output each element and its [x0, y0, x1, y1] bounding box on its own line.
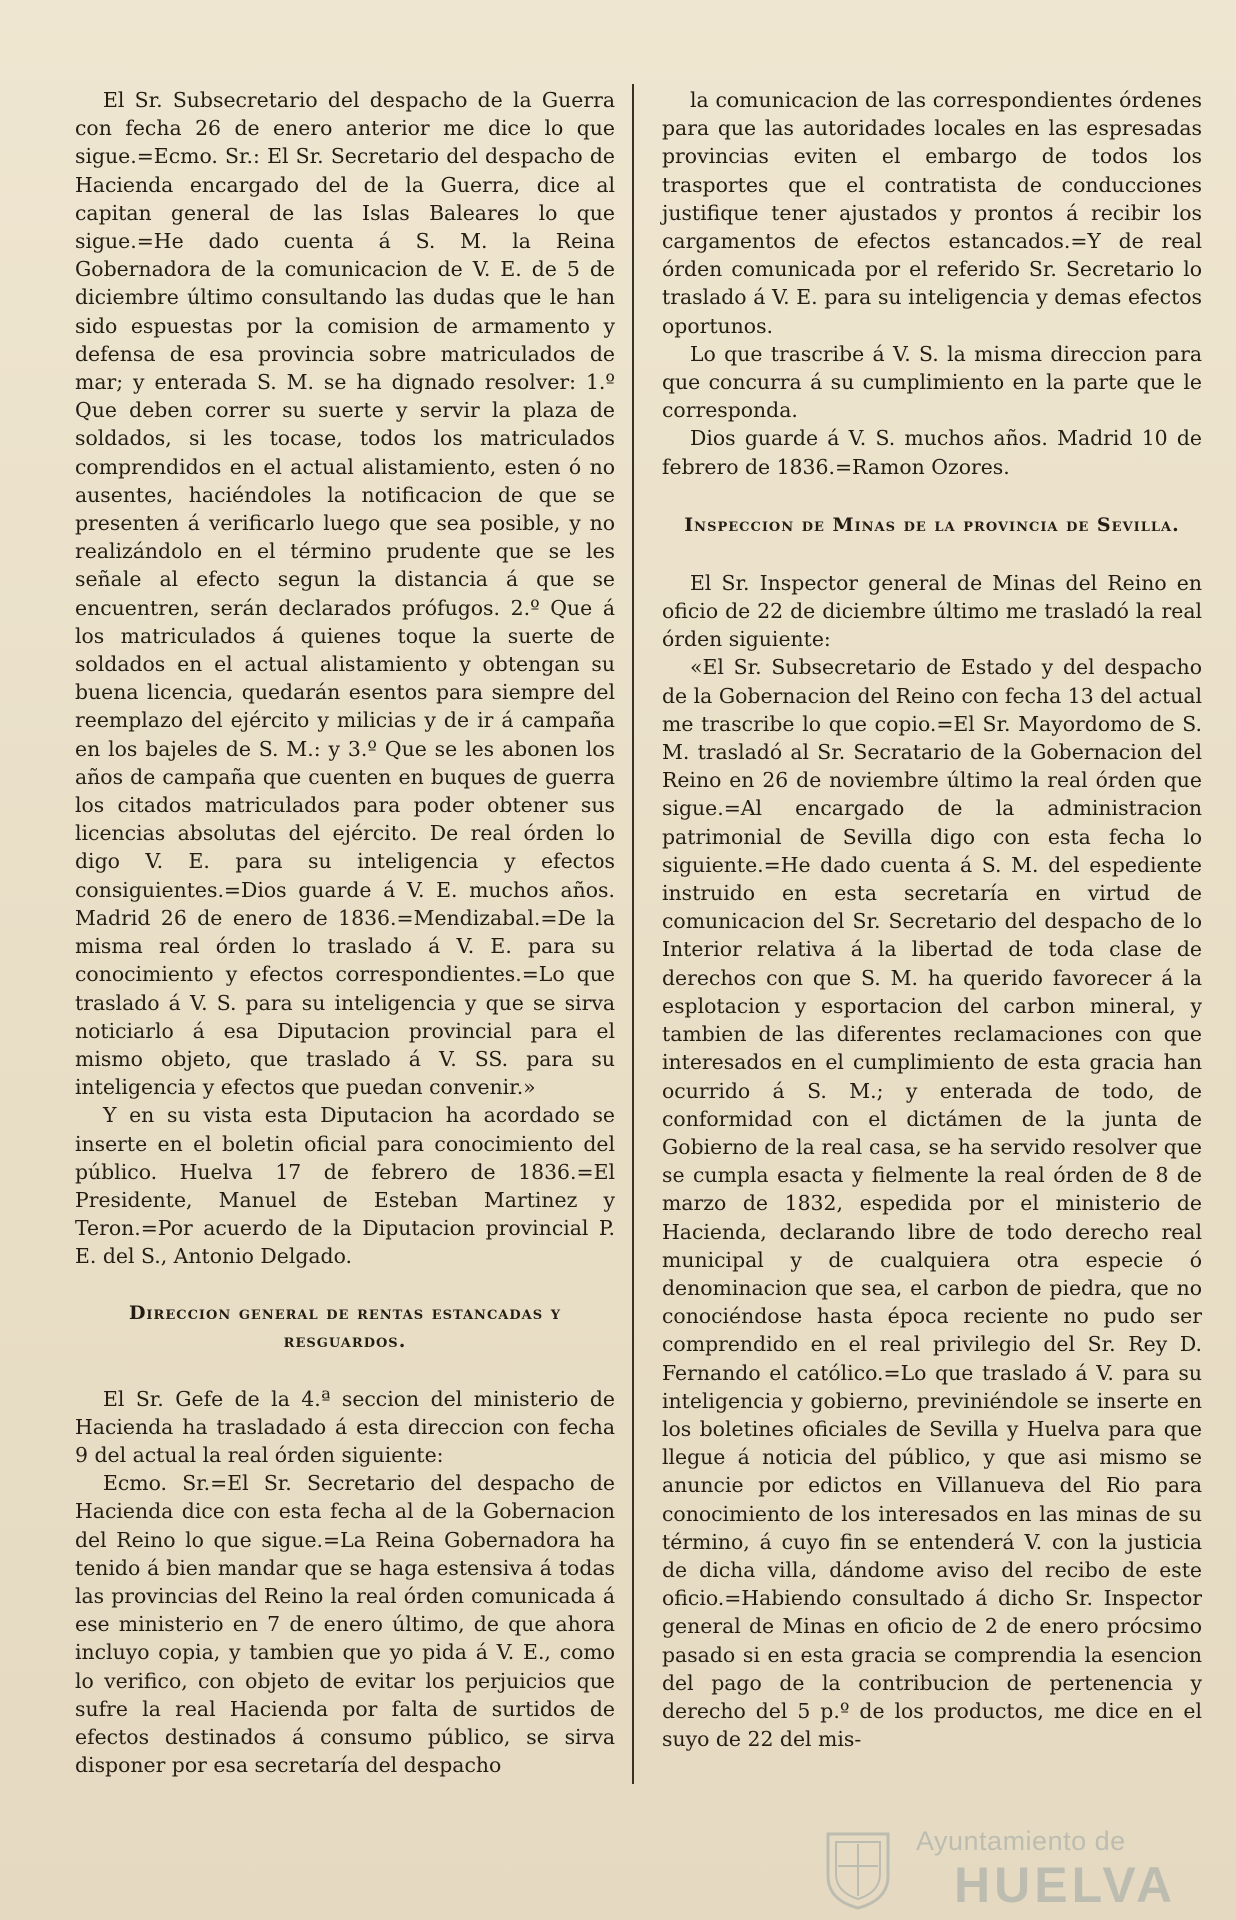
article-paragraph: El Sr. Subsecretario del despacho de la Guerra con fecha 26 de enero anterior me dice lo que sigue.=Ecmo. Sr.: El Sr. Secretario del despacho de Hacienda encargado del de la Guerra, dice al capitan general de las Islas Baleares lo que sigue.=He dado cuenta á S. M. la Reina Gobernadora de la comunicacion de V. E. de 5 de diciembre último consultando las dudas que le han sido espuestas por la comision de armamento y defensa de esa provincia sobre matriculados de mar; y enterada S. M. se ha dignado resolver: 1.º Que deben correr su suerte y servir la plaza de soldados, si les tocase, todos los matriculados comprendidos en el actual alistamiento, esten ó no ausentes, haciéndoles la notificacion de que se presenten á verificarlo luego que sea posible, y no realizándolo en el término prudente que se les señale al efecto segun la distancia á que se encuentren, serán declarados prófugos. 2.º Que á los matriculados á quienes toque la suerte de soldados en el actual alistamiento y obtengan su buena licencia, quedarán esentos para siempre del reemplazo del ejército y milicias y de ir á campaña en los bajeles de S. M.: y 3.º Que se les abonen los años de campaña que cuenten en buques de guerra los citados matriculados para poder obtener sus licencias absolutas del ejército. De real órden lo digo V. E. para su inteligencia y efectos consiguientes.=Dios guarde á V. E. muchos años. Madrid 26 de enero de 1836.=Mendizabal.=De la misma real órden lo traslado á V. E. para su conocimiento y efectos correspondientes.=Lo que traslado á V. S. para su inteligencia y que se sirva noticiarlo á esa Diputacion provincial para el mismo objeto, que traslado á V. SS. para su inteligencia y efectos que puedan convenir.» — [75, 88, 615, 1100]
right-column — [662, 86, 1202, 1753]
watermark-line1: Ayuntamiento de — [916, 1826, 1126, 1856]
article-paragraph: Dios guarde á V. S. muchos años. Madrid 10 de febrero de 1836.=Ramon Ozores. — [662, 426, 1202, 479]
article-paragraph: El Sr. Inspector general de Minas del Reino en oficio de 22 de diciembre último me trasladó la real órden siguiente: — [662, 570, 1202, 652]
article-paragraph: Y en su vista esta Diputacion ha acordado se inserte en el boletin oficial para conocimiento del público. Huelva 17 de febrero de 1836.=El Presidente, Manuel de Esteban Martinez y Teron.=Por acuerdo de la Diputacion provincial P. E. del S., Antonio Delgado. — [75, 1103, 615, 1269]
section-heading: Inspeccion de Minas de la provincia de Sevilla. — [684, 513, 1180, 536]
article-paragraph: la comunicacion de las correspondientes órdenes para que las autoridades locales en las espresadas provincias eviten el embargo de todos los trasportes que el contratista de conducciones justifique tener ajustados y prontos á recibir los cargamentos de efectos estancados.=Y de real órden comunicada por el referido Sr. Secretario lo traslado á V. E. para su inteligencia y demas efectos oportunos. — [662, 88, 1202, 338]
article-paragraph: El Sr. Gefe de la 4.ª seccion del ministerio de Hacienda ha trasladado á esta direccion con fecha 9 del actual la real órden siguiente: — [75, 1386, 615, 1467]
article-paragraph: Ecmo. Sr.=El Sr. Secretario del despacho de Hacienda dice con esta fecha al de la Gobernacion del Reino lo que sigue.=La Reina Gobernadora ha tenido á bien mandar que se haga estensiva á todas las provincias del Reino la real órden comunicada á ese ministerio en 7 de enero último, de que ahora incluyo copia, y tambien que yo pida á V. E., como lo verifico, con objeto de evitar los perjuicios que sufre la real Hacienda por falta de surtidos de efectos destinados á consumo público, se sirva disponer por esa secretaría del despacho — [75, 1471, 615, 1778]
column-divider — [632, 84, 634, 1784]
section-heading: Direccion general de rentas estancadas y resguardos. — [128, 1301, 562, 1352]
left-column — [75, 86, 615, 1779]
watermark-logo — [820, 1820, 1220, 1916]
article-paragraph: Lo que trascribe á V. S. la misma direccion para que concurra á su cumplimiento en la parte que le corresponda. — [662, 341, 1202, 423]
city-seal-icon — [820, 1828, 896, 1910]
article-paragraph: «El Sr. Subsecretario de Estado y del despacho de la Gobernacion del Reino con fecha 13 del actual me trascribe lo que copio.=El Sr. Mayordomo de S. M. trasladó al Sr. Secratario de la Gobernacion del Reino en 26 de noviembre último la real órden que sigue.=Al encargado de la administracion patrimonial de Sevilla digo con esta fecha lo siguiente.=He dado cuenta á S. M. del espediente instruido en esta secretaría en virtud de comunicacion del Sr. Secretario del despacho de lo Interior relativa á la libertad de toda clase de derechos con que S. M. ha querido favorecer á la esplotacion y esportacion del carbon mineral, y tambien de las diferentes reclamaciones con que interesados en el cumplimiento de esta gracia han ocurrido á S. M.; y enterada de todo, de conformidad con el dictámen de la junta de Gobierno de la real casa, se ha servido resolver que se cumpla esacta y fielmente la real órden de 8 de marzo de 1832, espedida por el ministerio de Hacienda, declarando libre de todo derecho real municipal y de cualquiera otra especie ó denominacion que sea, el carbon de piedra, que no conociéndose hasta época reciente no pudo ser comprendido en el real privilegio del Sr. Rey D. Fernando el católico.=Lo que traslado á V. para su inteligencia y gobierno, previniéndole se inserte en los boletines oficiales de Sevilla y Huelva para que llegue á noticia del público, y que asi mismo se anuncie por edictos en Villanueva del Rio para conocimiento de los interesados en las minas de su término, á cuyo fin se entenderá V. con la justicia de dicha villa, dándome aviso del recibo de este oficio.=Habiendo consultado á dicho Sr. Inspector general de Minas en oficio de 2 de enero prócsimo pasado si en esta gracia se comprendia la esencion del pago de la contribucion de pertenencia y derecho del 5 p.º de los productos, me dice en el suyo de 22 del mis- — [662, 655, 1202, 1752]
watermark-line2: HUELVA — [954, 1857, 1177, 1913]
